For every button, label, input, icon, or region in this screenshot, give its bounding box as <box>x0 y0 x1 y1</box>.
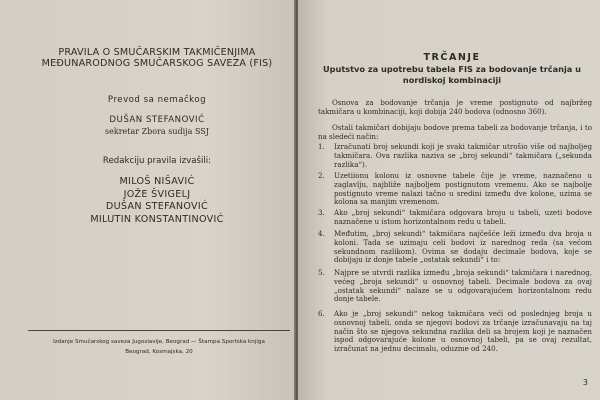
list-item-text: Međutim, „broj sekundi“ takmičara najčešće leži između dva broja u koloni. Tada se uzimaju celi bodovi iz narednog reda (sa većom sekundnom razlikom). Ovima se dodaju decimale bodova, koje se dobijaju iz donje tabele „ostatak sekundi“ i to: <box>334 229 592 265</box>
list-item-number: 1. <box>318 142 325 151</box>
imprint <box>28 337 290 357</box>
translator-name: DUŠAN STEFANOVIĆ <box>109 115 205 125</box>
rules-title-line: PRAVILA O SMUČARSKIM TAKMIČENJIMA <box>58 47 256 58</box>
intro-text-2: Ostali takmičari dobijaju bodove prema tabeli za bodovanje trčanja, i to na sledeći način: <box>318 123 592 141</box>
editors-list <box>22 176 292 226</box>
imprint-line: Izdanje Smučarskog saveza Jugoslavije, Beograd — Štampa Sportska knjiga <box>53 339 265 345</box>
right-page <box>298 0 600 400</box>
page-number: 3 <box>582 378 588 387</box>
editors-heading: Redakciju pravila izvašili: <box>102 156 212 166</box>
list-item-number: 4. <box>318 229 325 238</box>
rules-title-line: MEĐUNARODNOG SMUČARSKOG SAVEZA (FIS) <box>41 58 273 69</box>
editor-name: MILOŠ NIŠAVIĆ <box>119 176 195 187</box>
translator-role: sekretar Zbora sudija SSJ <box>105 127 209 136</box>
editor-name: JOŽE ŠVIGELJ <box>123 188 191 200</box>
list-item-text: Ako je „broj sekundi“ nekog takmičara veći od poslednjeg broja u osnovnoj tabeli, onda se njegovi bodovi za trčanje izračunavaju na taj način što se njegova sekundna razlika deli sa brojem koji je naznačen ispod odgovarajuće kolone u osnovnoj tabeli, pa se ovaj rezultat, izračunat na jednu decimalu, oduzme od 240. <box>334 309 592 354</box>
intro-paragraph <box>318 99 592 117</box>
left-page <box>0 0 296 400</box>
list-item-number: 5. <box>318 268 325 277</box>
editor-name: DUŠAN STEFANOVIĆ <box>105 201 209 212</box>
section-subtitle <box>312 64 592 86</box>
editor-name: MILUTIN KONSTANTINOVIĆ <box>90 213 224 225</box>
list-item-number: 3. <box>318 208 325 217</box>
list-item-text: Uzetiionu kolonu iz osnovne tabele čije je vreme, naznačeno u zaglavlju, najbliže najboljem postignutom vremenu. Ako se najbolje postignuto vreme nalazi tačno u sredini između dve kolone, uzima se kolona sa manjim vremenom. <box>334 171 592 207</box>
intro-paragraph-2 <box>318 124 592 142</box>
list-item-text: Izračunati broj sekundi koji je svaki takmičar utrošio više od najboljeg takmičara. Ova razlika naziva se „broj sekundi“ takmičara („sekunda razlika“). <box>334 142 592 169</box>
intro-text: Osnova za bodovanje trčanja je vreme postignuto od najbržeg takmičara u kombinaciji, koji dobija 240 bodova (odnosno 360). <box>318 98 592 116</box>
list-item-number: 2. <box>318 171 325 180</box>
list-item-text: Najpre se utvrdi razlika između „broja sekundi“ takmičara i narednog, većeg „broja sekundi“ u osnovnoj tabeli. Decimale bodova za ovaj „ostatak sekundi“ nalaze se u odgovarajućem horizontalnom redu donje tabele. <box>334 268 592 304</box>
list-item-number: 6. <box>318 309 325 318</box>
list-item-text: Ako „broj sekundi“ takmičara odgovara broju u tabeli, uzeti bodove naznačene u istom horizontalnom redu u tabeli. <box>334 208 592 226</box>
rules-title <box>22 47 292 69</box>
translation-note: Prevod sa nemačkog <box>107 95 207 105</box>
subtitle-line: Uputstvo za upotrebu tabela FIS za bodovanje trčanja u <box>323 64 581 74</box>
subtitle-line: nordiskoj kombinaciji <box>402 75 502 85</box>
imprint-divider <box>28 330 290 331</box>
section-title: TRČANJE <box>423 52 481 63</box>
imprint-line: Beograd, Kosmajska, 20 <box>125 349 193 355</box>
